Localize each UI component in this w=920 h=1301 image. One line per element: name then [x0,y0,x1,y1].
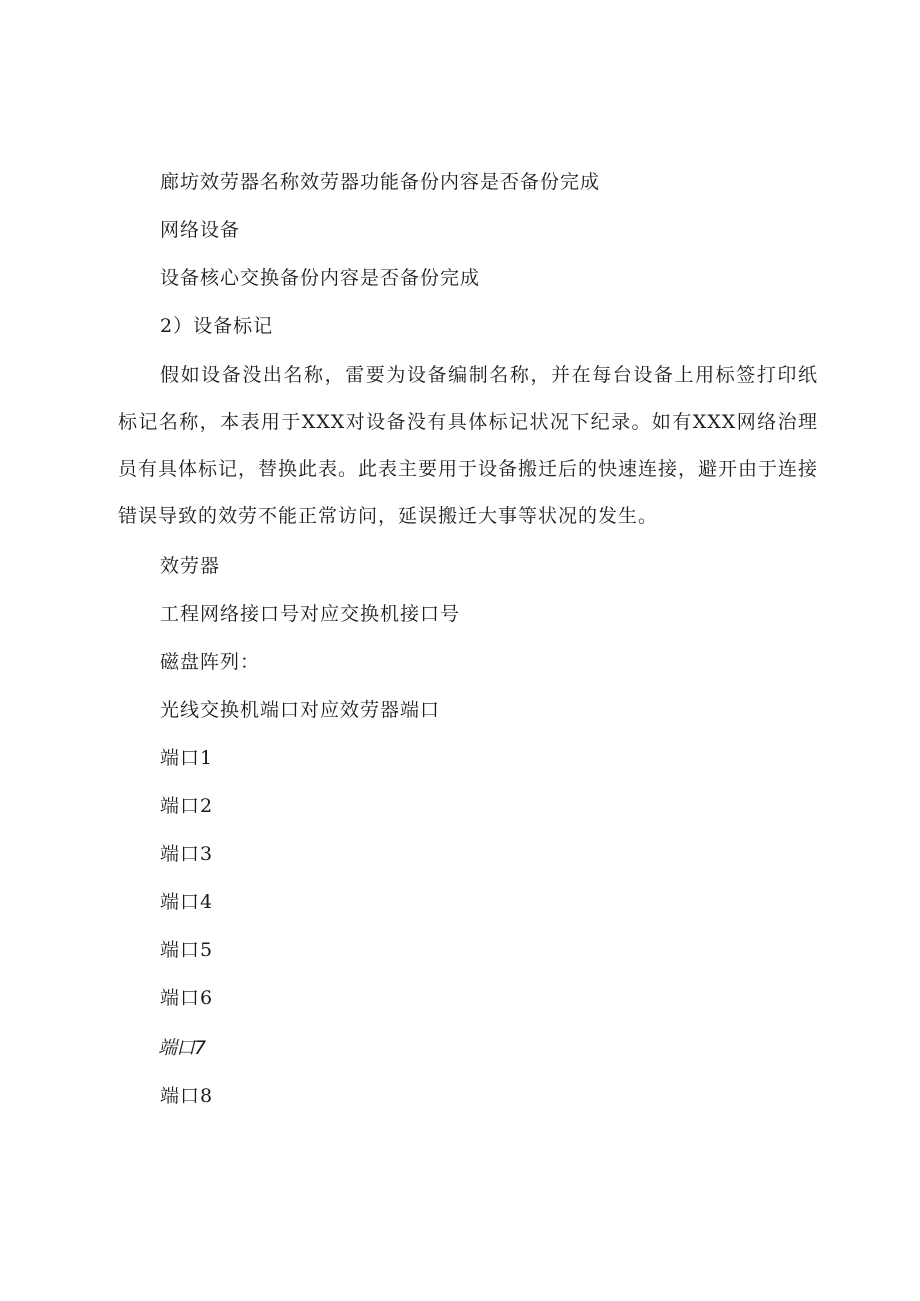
section-network-devices: 网络设备 [160,219,241,241]
section-disk-array: 磁盘阵列： [160,651,261,673]
server-interface-line: 工程网络接口号对应交换机接口号 [160,603,461,625]
device-table-header-line: 设备核心交换备份内容是否备份完成 [160,267,481,289]
section-device-marking: 2）设备标记 [160,315,274,337]
port-label: 端口3 [160,843,214,865]
port-label: 端口5 [160,939,214,961]
port-label: 端口6 [160,987,214,1009]
port-label: 端口2 [160,795,214,817]
section-server: 效劳器 [160,555,221,577]
server-table-header-line: 廊坊效劳器名称效劳器功能备份内容是否备份完成 [160,171,601,193]
port-label: 端口4 [160,891,214,913]
fiber-switch-port-line: 光线交换机端口对应效劳器端口 [160,699,441,721]
port-label: 端口8 [160,1085,214,1107]
device-marking-paragraph: 假如设备没出名称，雷要为设备编制名称，并在每台设备上用标签打印纸标记名称，本表用于XXX对设备没有具体标记状况下纪录。如有XXX网络治理员有具体标记，替换此表。此表主要用于设备搬迁后的快速连接，避开由于连接错误导致的效劳不能正常访问，延误搬迁大事等状况的发生。 [118,364,819,527]
port-label: 端口7 [158,1037,206,1059]
port-label: 端口1 [160,747,214,769]
